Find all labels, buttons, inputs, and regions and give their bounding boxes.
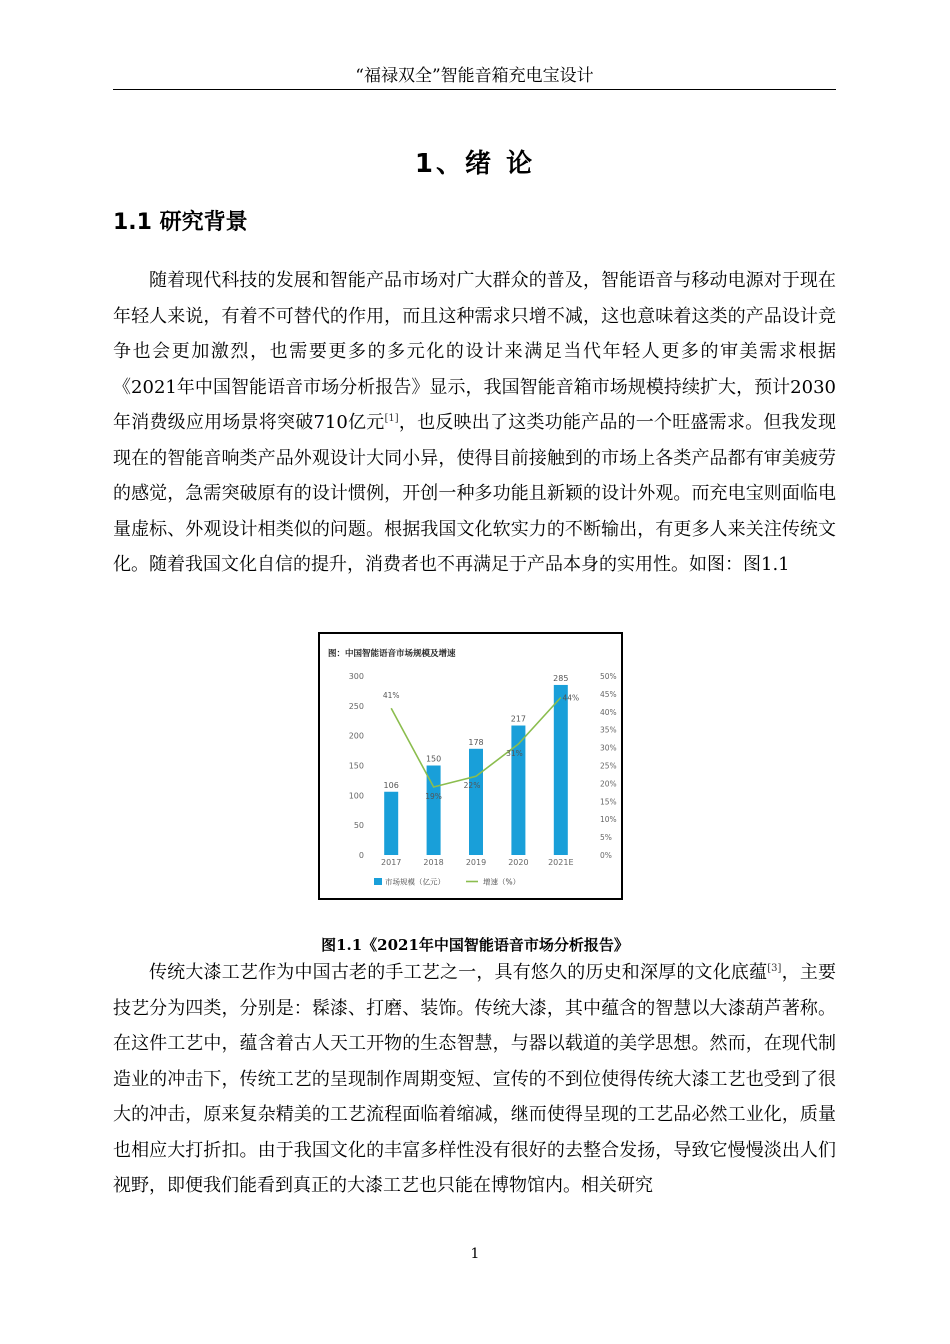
- y-tick-label-right: 10%: [600, 815, 617, 825]
- section-title: 1.1 研究背景: [113, 210, 248, 235]
- figure-market-chart: [318, 632, 623, 900]
- x-tick-label: 2018: [423, 858, 444, 867]
- y-tick-label-left: 100: [348, 791, 364, 801]
- paragraph-text: 随着现代科技的发展和智能产品市场对广大群众的普及，智能语音与移动电源对于现在年轻人来说，有着不可替代的作用，而且这种需求只增不减，这也意味着这类的产品设计竞争也会更加激烈，也需要更多的多元化的设计来满足当代年轻人更多的审美需求根据《2021年中国智能语音市场分析报告》显示，我国智能音箱市场规模持续扩大，预计2030年消费级应用场景将突破710亿元: [113, 270, 836, 433]
- bar-value-label: 178: [468, 737, 484, 747]
- y-tick-label-left: 250: [348, 701, 364, 711]
- header-rule: [113, 89, 836, 90]
- chapter-title: 1、绪 论: [414, 149, 536, 179]
- x-tick-label: 2019: [465, 858, 487, 867]
- figure-caption: 图1.1《2021年中国智能语音市场分析报告》: [321, 936, 629, 954]
- growth-value-label: 31%: [506, 749, 523, 759]
- bar: [384, 792, 398, 855]
- paragraph-text: ，主要技艺分为四类，分别是：髹漆、打磨、装饰。传统大漆，其中蕴含的智慧以大漆葫芦著称。在这件工艺中，蕴含着古人天工开物的生态智慧，与器以载道的美学思想。然而，在现代制造业的冲击下，传统工艺的呈现制作周期变短、宣传的不到位使得传统大漆工艺也受到了很大的冲击，原来复杂精美的工艺流程面临着缩减，继而使得呈现的工艺品必然工业化，质量也相应大打折扣。由于我国文化的丰富多样性没有很好的去整合发扬，导致它慢慢淡出人们视野，即便我们能看到真正的大漆工艺也只能在博物馆内。相关研究: [113, 962, 837, 1196]
- y-tick-label-left: 50: [353, 821, 364, 831]
- citation-ref[interactable]: [3]: [767, 963, 782, 974]
- legend-label: 市场规模（亿元）: [385, 877, 445, 887]
- y-tick-label-right: 40%: [600, 707, 617, 717]
- x-tick-label: 2017: [381, 858, 402, 867]
- y-tick-label-right: 25%: [600, 761, 617, 771]
- paragraph-text: ，也反映出了这类功能产品的一个旺盛需求。但我发现现在的智能音响类产品外观设计大同小异，使得目前接触到的市场上各类产品都有审美疲劳的感觉，急需突破原有的设计惯例，开创一种多功能且新颖的设计外观。而充电宝则面临电量虚标、外观设计相类似的问题。根据我国文化软实力的不断输出，有更多人来关注传统文化。随着我国文化自信的提升，消费者也不再满足于产品本身的实用性。如图：图1.1: [113, 412, 837, 575]
- y-tick-label-left: 0: [358, 851, 364, 860]
- growth-value-label: 19%: [425, 791, 442, 801]
- bar-value-label: 150: [425, 754, 442, 764]
- growth-value-label: 44%: [562, 693, 580, 703]
- y-tick-label-right: 5%: [600, 833, 612, 843]
- legend-swatch-bar: [374, 878, 382, 885]
- growth-value-label: 22%: [463, 781, 481, 791]
- running-header: “福禄双全”智能音箱充电宝设计: [355, 66, 594, 86]
- y-tick-label-right: 50%: [600, 672, 617, 681]
- y-tick-label-right: 45%: [600, 689, 617, 699]
- growth-value-label: 41%: [382, 691, 400, 701]
- paragraph-text: 传统大漆工艺作为中国古老的手工艺之一，具有悠久的历史和深厚的文化底蕴: [149, 962, 768, 983]
- x-tick-label: 2021E: [548, 858, 574, 867]
- paragraph-lacquer-craft: [113, 955, 836, 1204]
- bar-value-label: 285: [553, 673, 569, 683]
- citation-ref[interactable]: [1]: [384, 413, 399, 424]
- y-tick-label-right: 20%: [600, 779, 617, 789]
- bar: [554, 685, 568, 855]
- bar-value-label: 106: [383, 780, 399, 790]
- paragraph-research-background: [113, 263, 836, 583]
- page-number: 1: [470, 1246, 480, 1262]
- legend-label: 增速（%）: [483, 877, 521, 887]
- y-tick-label-right: 15%: [600, 797, 617, 807]
- x-tick-label: 2020: [508, 858, 529, 867]
- chart: [320, 634, 621, 898]
- y-tick-label-right: 30%: [600, 743, 617, 753]
- bar-value-label: 217: [510, 714, 527, 724]
- y-tick-label-left: 200: [348, 731, 364, 741]
- chart-title: 图：中国智能语音市场规模及增速: [328, 649, 456, 659]
- y-tick-label-right: 35%: [600, 725, 617, 735]
- y-tick-label-right: 0%: [600, 851, 612, 860]
- y-tick-label-left: 300: [348, 672, 364, 681]
- y-tick-label-left: 150: [348, 761, 364, 771]
- bar: [469, 749, 483, 855]
